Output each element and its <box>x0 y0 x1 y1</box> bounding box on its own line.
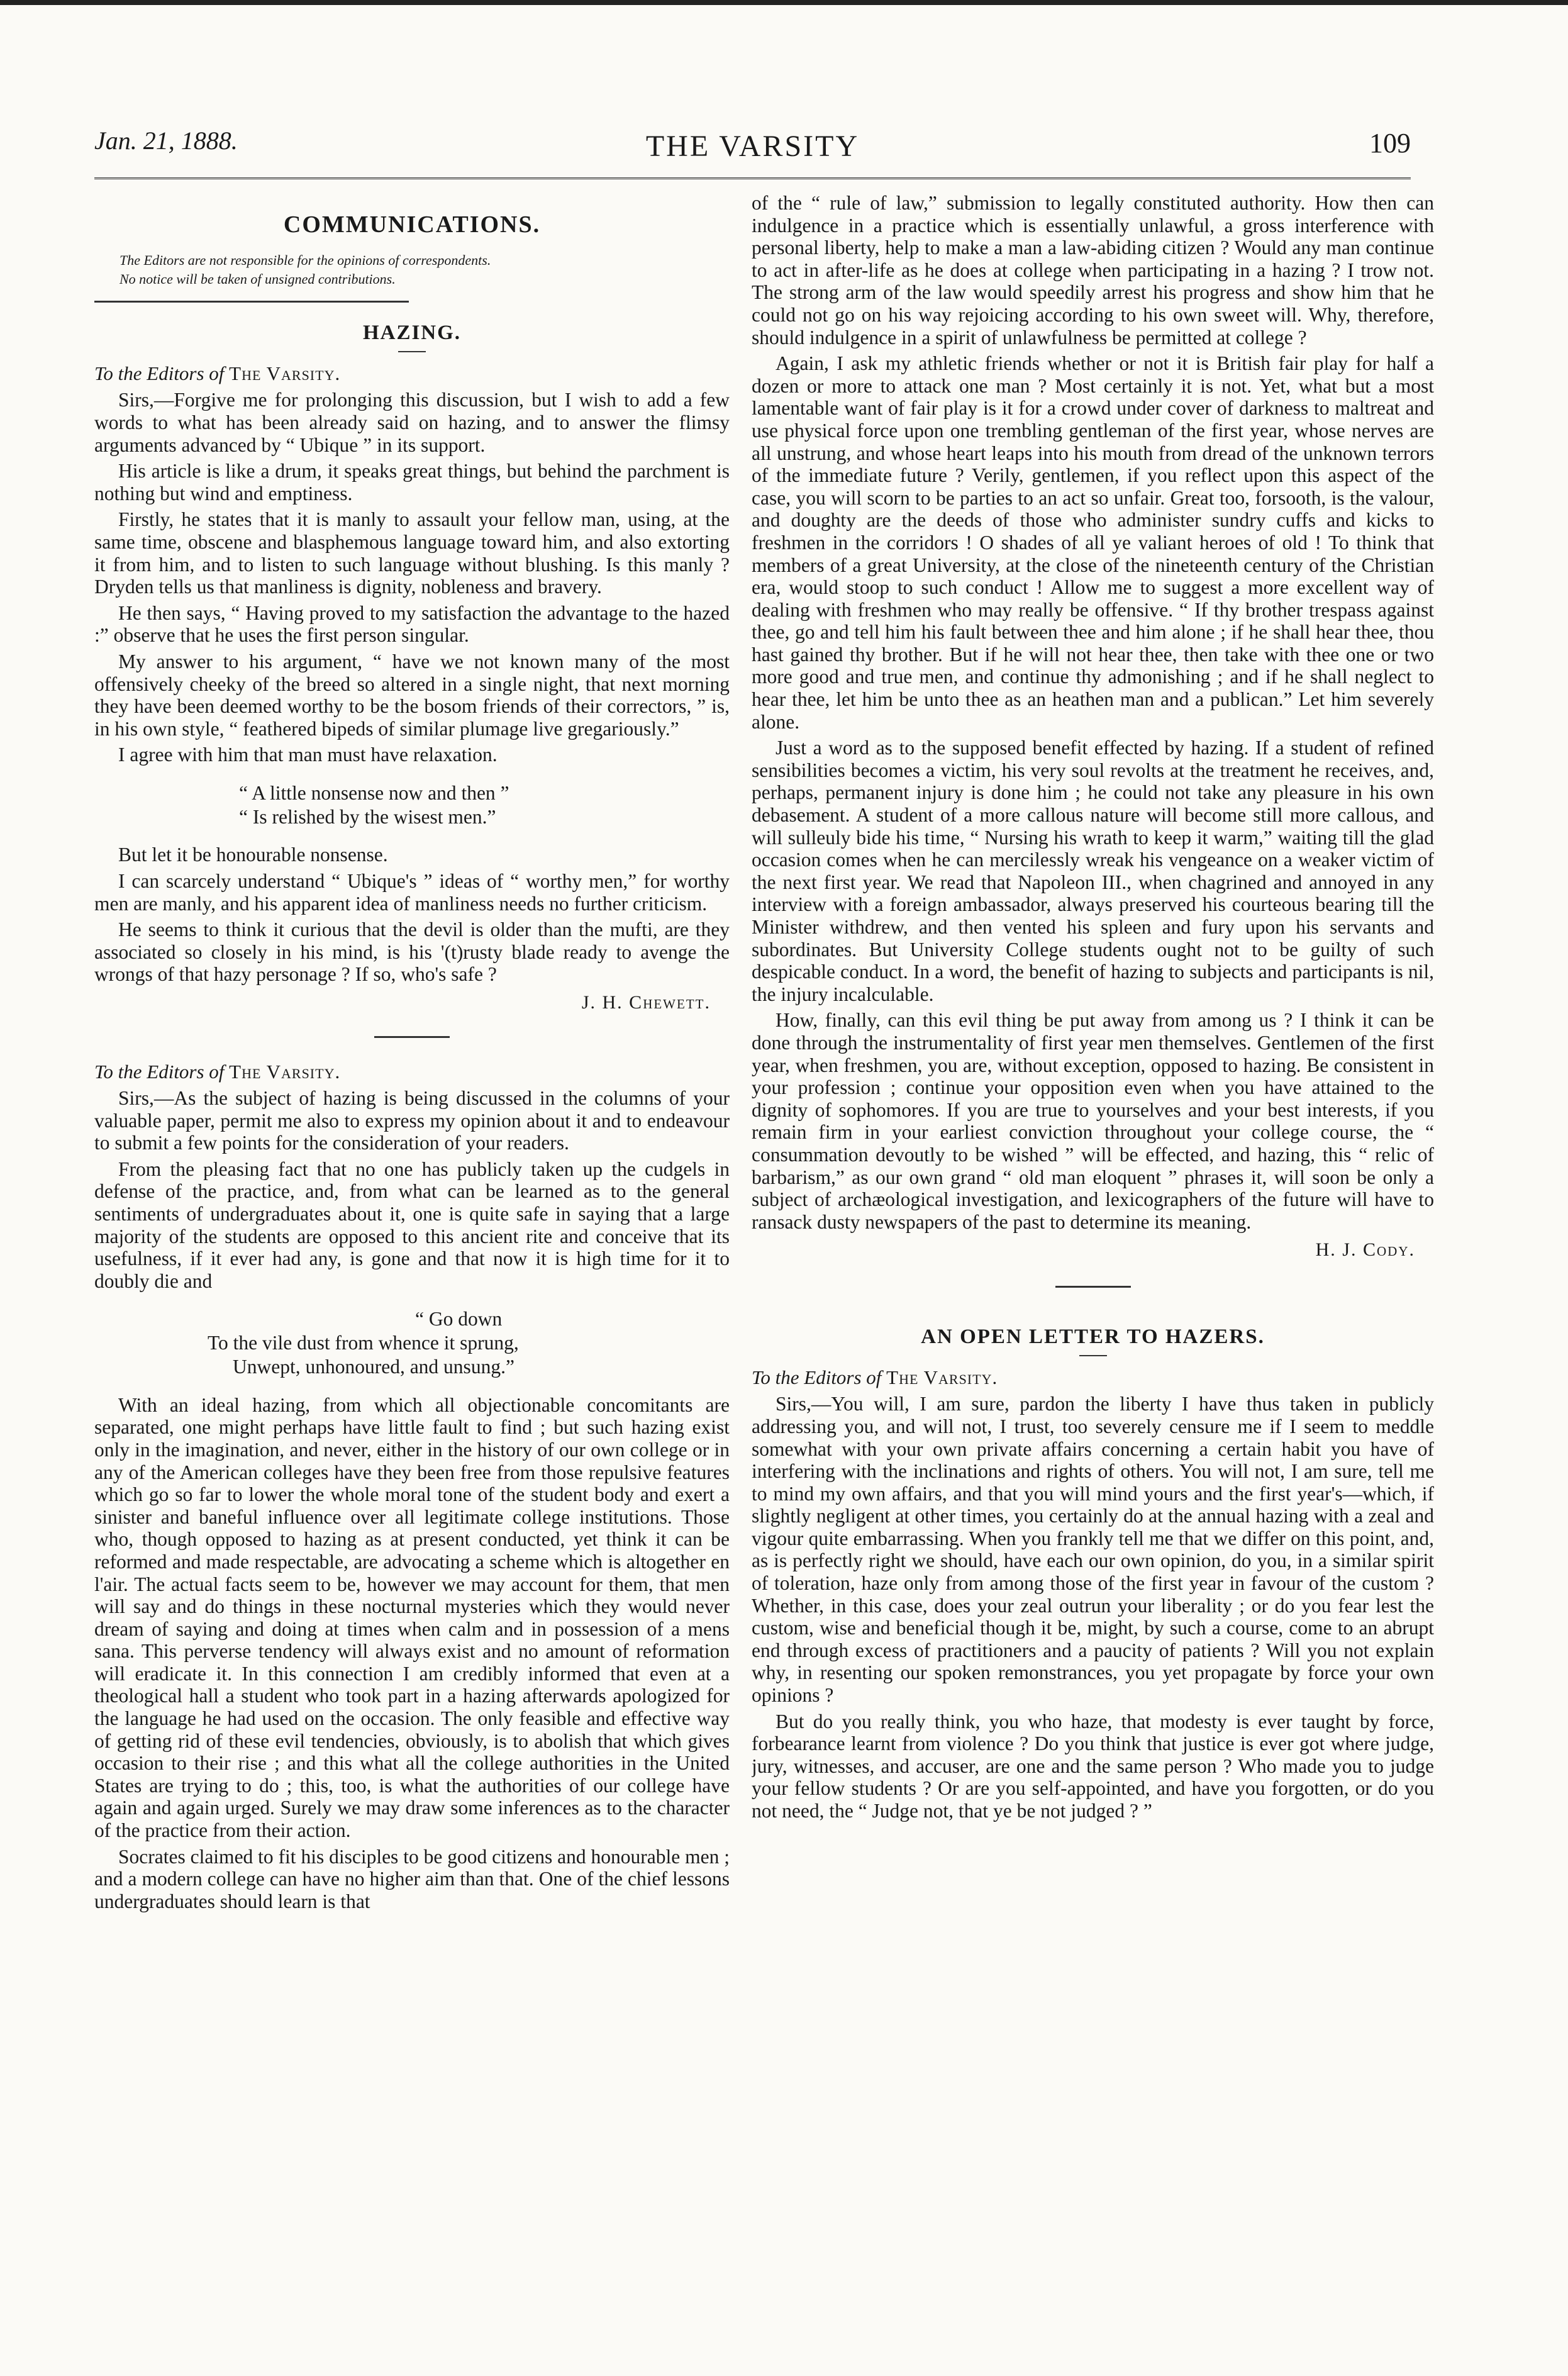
notice-line-1: The Editors are not responsible for the opinions of correspondents. <box>120 252 491 268</box>
signature: J. H. Chewett. <box>581 992 711 1013</box>
salutation: To the Editors of The Varsity. <box>752 1366 998 1389</box>
notice-line-2: No notice will be taken of unsigned contributions. <box>120 271 396 287</box>
paragraph: Just a word as to the supposed benefit effected by hazing. If a student of refined sensibilities becomes a victim, his very soul revolts at the treatment he receives, and, perhaps, permanent injury is done him ; he could not take any pleasure in his own debasement. A student of a more callous nature will become still more callous, and will sulleuly bide his time, “ Nursing his wrath to keep it warm,” waiting till the glad occasion comes when he can mercilessly wreak his vengeance on a weaker victim of the next first year. We read that Napoleon III., when chagrined and annoyed in any interview with a foreign ambassador, always preserved his courteous bearing till the Minister withdrew, and then vented his spleen and fury upon his servants and subordinates. But University College students ought not to be guilty of such despicable conduct. In a word, the benefit of hazing to subjects and participants is nil, the injury incalculable. <box>752 737 1434 1005</box>
paragraph: Firstly, he states that it is manly to assault your fellow man, using, at the same time, obscene and blasphemous language toward him, and also extorting it from him, and to listen to such language without blushing. Is this manly ? Dryden tells us that manliness is dignity, nobleness and bravery. <box>94 508 730 598</box>
divider <box>1055 1286 1131 1288</box>
verse-line: Unwept, unhonoured, and unsung.” <box>233 1355 514 1378</box>
paragraph: But let it be honourable nonsense. <box>118 844 388 866</box>
paragraph: of the “ rule of law,” submission to legally constituted authority. How then can indulgence in a practice which is essentially unlawful, a gross interference with personal liberty, help to make a man a law-abiding citizen ? Would any man continue to act in after-life as he does at college when participating in a hazing ? I trow not. The strong arm of the law would speedily arrest his progress and show him that he could not go on his way rejoicing according to his own sweet will. Why, therefore, should indulgence in a spirit of unlawfulness be permitted at college ? <box>752 192 1434 349</box>
paragraph: Socrates claimed to fit his disciples to be good citizens and honourable men ; and a modern college can have no higher aim than that. One of the chief lessons undergraduates should learn is that <box>94 1845 730 1912</box>
paragraph: His article is like a drum, it speaks great things, but behind the parchment is nothing but wind and emptiness. <box>94 460 730 505</box>
verse-quote <box>208 1307 730 1378</box>
paragraph: Sirs,—As the subject of hazing is being discussed in the columns of your valuable paper, permit me also to express my opinion about it and to endeavour to submit a few points for the consideration of your readers. <box>94 1087 730 1154</box>
page-number: 109 <box>1369 128 1411 159</box>
divider <box>1079 1355 1107 1356</box>
article-title-hazing: HAZING. <box>362 321 462 345</box>
salutation: To the Editors of The Varsity. <box>94 362 341 385</box>
top-border <box>0 0 1568 5</box>
paragraph: I can scarcely understand “ Ubique's ” ideas of “ worthy men,” for worthy men are manly, and his apparent idea of manliness needs no further criticism. <box>94 870 730 915</box>
paragraph: He then says, “ Having proved to my satisfaction the advantage to the hazed :” observe that he uses the first person singular. <box>94 601 730 647</box>
paragraph: But do you really think, you who haze, that modesty is ever taught by force, forbearance learnt from violence ? Do you think that justice is ever got where judge, jury, witnesses, and accuser, are one and the same person ? Who made you to judge your fellow students ? Or are you self-appointed, and have you forgotten, or do you not need, the “ Judge not, that ye be not judged ? ” <box>752 1710 1434 1822</box>
signature: H. J. Cody. <box>1315 1239 1415 1261</box>
paragraph: My answer to his argument, “ have we not known many of the most offensively cheeky of the breed so altered in a single night, that next morning they have been deemed worthy to be the bosom friends of their correctors, ” is, in his own style, “ feathered bipeds of similar plumage live gregariously.” <box>94 650 730 740</box>
paragraph: With an ideal hazing, from which all objectionable concomitants are separated, one might perhaps have little fault to find ; but such hazing exist only in the imagination, and never, either in the history of our own college or in any of the American colleges have they been free from those repulsive features which go so far to lower the whole moral tone of the student body and exert a sinister and baneful influence over all legitimate college institutions. Those who, though opposed to hazing as at present conducted, yet think it can be reformed and made respectable, are advocating a scheme which is altogether en l'air. The actual facts seem to be, however we may account for them, that men will say and do things in these nocturnal mysteries which they would never dream of saying and doing at times when calm and in possession of a mens sana. This perverse tendency will always exist and no amount of reformation will eradicate it. In this connection I am credibly informed that even at a theological hall a student who took part in a hazing afterwards apologized for the language he had used on the occasion. The only feasible and effective way of getting rid of these evil tendencies, obviously, is to abolish that which gives occasion to their rise ; and this what all the college authorities in the United States are trying to do ; this, too, is what the authorities of our college have again and again urged. Surely we may draw some inferences as to the character of the practice from their action. <box>94 1393 730 1842</box>
paragraph: How, finally, can this evil thing be put away from among us ? I think it can be done through the instrumentality of first year men themselves. Gentlemen of the first year, when freshmen, you are, without exception, opposed to hazing. Be consistent in your profession ; continue your opposition even when you have attained to the dignity of sophomores. If you are true to yourselves and your best interests, if you remain firm in your earliest conviction throughout your college course, the “ consummation devoutly to be wished ” will be effected, and hazing, this “ relic of barbarism,” as our own grand “ old man eloquent ” phrases it, will soon be only a subject of archæological investigation, and lexicographers of the future will have to ransack dusty newspapers of the past to determine its meaning. <box>752 1009 1434 1233</box>
paragraph: From the pleasing fact that no one has publicly taken up the cudgels in defense of the practice, and, from what can be learned as to the general sentiments of undergraduates about it, one is quite safe in saying that a large majority of the students are opposed to this ancient rite and conceive that its usefulness, if it ever had any, is gone and that now it is high time for it to doubly die and <box>94 1157 730 1292</box>
verse-line: “ Is relished by the wisest men.” <box>239 805 496 828</box>
right-column <box>752 192 1434 2351</box>
paragraph: Sirs,—Forgive me for prolonging this discussion, but I wish to add a few words to what has been already said on hazing, and to answer the flimsy arguments advanced by “ Ubique ” in its support. <box>94 389 730 456</box>
paragraph: Sirs,—You will, I am sure, pardon the liberty I have thus taken in publicly addressing you, and will not, I trust, too severely censure me if I seem to meddle somewhat with your own private affairs concerning a certain habit you have of interfering with the inclinations and rights of others. You will not, I am sure, tell me to mind my own affairs, and that you will mind yours and the first year's—which, if slightly negligent at other times, you certainly do at the annual hazing with a zeal and vigour quite embarrassing. When you frankly tell me that we differ on this point, and, as is perfectly right we should, have each our own opinion, do you, in a similar spirit of toleration, haze only from among those of the first year in favour of the custom ? Whether, in this case, does your zeal outrun your liberality ; or do you fear lest the custom, wise and beneficial though it be, might, by such a course, come to an abrupt end through excess of practitioners and a paucity of patients ? Will you not explain why, in resenting our spoken remonstrances, you yet propagate by force your own opinions ? <box>752 1393 1434 1707</box>
left-column <box>94 192 730 2351</box>
divider <box>398 351 426 352</box>
salutation: To the Editors of The Varsity. <box>94 1061 341 1083</box>
page-header <box>94 113 1411 170</box>
paragraph: He seems to think it curious that the devil is older than the mufti, are they associated so closely in his mind, is his '(t)rusty blade ready to avenge the wrongs of that hazy personage ? If so, who's safe ? <box>94 918 730 986</box>
verse-quote <box>239 781 730 829</box>
verse-line: “ A little nonsense now and then ” <box>239 781 509 804</box>
issue-date: Jan. 21, 1888. <box>94 126 238 155</box>
editorial-notice <box>120 251 730 288</box>
verse-line: To the vile dust from whence it sprung, <box>208 1332 519 1354</box>
masthead-title: THE VARSITY <box>645 130 860 163</box>
paragraph: Again, I ask my athletic friends whether or not it is British fair play for half a dozen or more to attack one man ? Most certainly it is not. Yet, what but a most lamentable want of fair play is it for a crowd under cover of darkness to maltreat and use physical force upon one trembling gentleman of the first year, whose nerves are all unstrung, and whose heart leaps into his mouth from dread of the unknown terrors of the immediate future ? Verily, gentlemen, if you reflect upon this aspect of the case, you will scorn to be parties to an act so unfair. Great too, forsooth, is the valour, and doughty are the deeds of those who administer sundry cuffs and kicks to freshmen in the corridors ! O shades of all ye valiant heroes of old ! To think that members of a great University, at the close of the nineteenth century of the Christian era, would stoop to such conduct ! Allow me to suggest a more excellent way of dealing with freshmen who may really be offensive. “ If thy brother trespass against thee, go and tell him his fault between thee and him alone ; if he shall hear thee, thou hast gained thy brother. But if he will not hear thee, then take with thee one or two more good and true men, and continue thy admonishing ; and if he shall neglect to hear thee, let him be unto thee as an heathen man and a publican.” Let him severely alone. <box>752 352 1434 733</box>
verse-line: “ Go down <box>415 1308 503 1330</box>
divider <box>94 301 409 303</box>
article-title-open-letter: AN OPEN LETTER TO HAZERS. <box>921 1325 1265 1349</box>
section-title: COMMUNICATIONS. <box>283 211 541 238</box>
paragraph: I agree with him that man must have relaxation. <box>118 744 498 766</box>
divider <box>374 1036 450 1038</box>
header-rule <box>94 177 1411 179</box>
